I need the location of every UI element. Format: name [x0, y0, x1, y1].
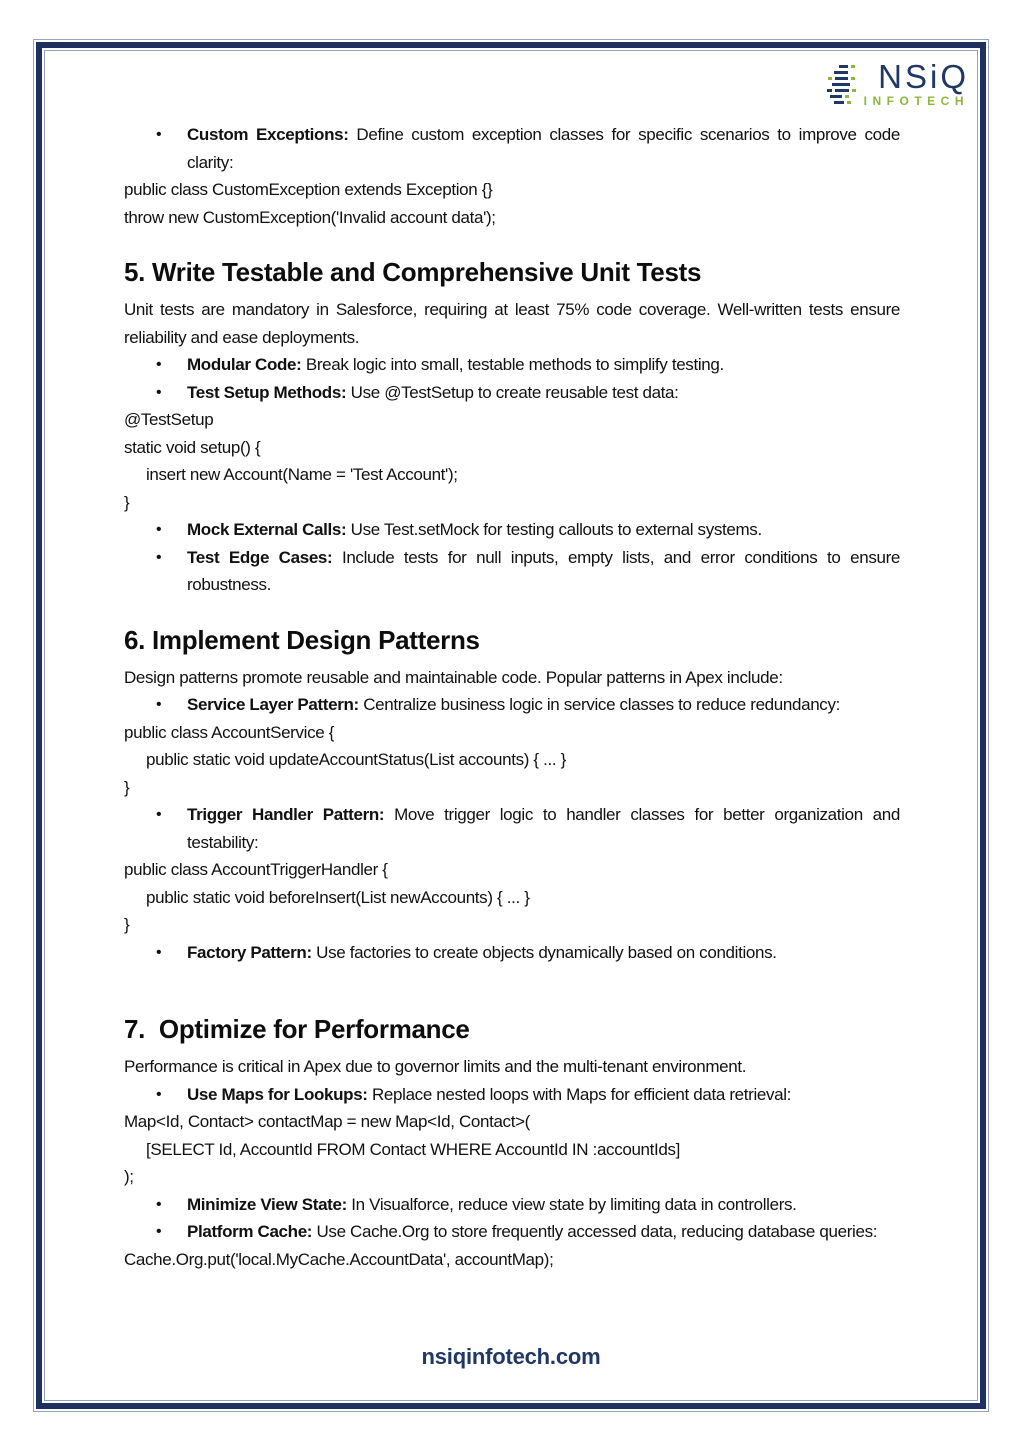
- code-line: }: [124, 492, 130, 512]
- code-line: public static void updateAccountStatus(List accounts) { ... }: [146, 750, 566, 769]
- bullet-text: Use Maps for Lookups: Replace nested loops with Maps for efficient data retrieval:: [187, 1084, 792, 1104]
- bullet-lead: Minimize View State:: [187, 1194, 352, 1214]
- logo-name: NSiQ: [878, 58, 969, 95]
- bullet-lead: Service Layer Pattern:: [187, 695, 364, 714]
- code-line: }: [124, 915, 130, 934]
- code-line: }: [124, 777, 130, 797]
- code-line: public class AccountService {: [124, 722, 335, 742]
- bullet-dot-icon: •: [156, 548, 162, 566]
- paragraph: Design patterns promote reusable and maintainable code. Popular patterns in Apex include:: [124, 667, 783, 687]
- bullet-dot-icon: •: [156, 1085, 162, 1103]
- bullet-dot-icon: •: [156, 356, 162, 373]
- bullet-item: [124, 691, 900, 719]
- bullet-item: [124, 1081, 900, 1109]
- bullet-dot-icon: •: [156, 126, 162, 143]
- bullet-item: [124, 544, 900, 599]
- bullet-text: Trigger Handler Pattern: Move trigger logic to handler classes for better organization and testability:: [187, 805, 900, 852]
- bullet-item: [124, 1218, 900, 1246]
- logo-subtitle: INFOTECH: [863, 94, 969, 108]
- code-line: public static void beforeInsert(List newAccounts) { ... }: [146, 887, 530, 907]
- bullet-text: Service Layer Pattern: Centralize business logic in service classes to reduce redundancy:: [187, 695, 840, 714]
- footer-website-link[interactable]: nsiqinfotech.com: [421, 1344, 601, 1369]
- bullet-lead: Mock External Calls:: [187, 520, 351, 539]
- section-heading: 5. Write Testable and Comprehensive Unit Tests: [124, 257, 702, 287]
- bullet-item: [124, 1191, 900, 1219]
- code-line: Cache.Org.put('local.MyCache.AccountData', accountMap);: [124, 1249, 554, 1269]
- code-line: );: [124, 1167, 134, 1186]
- code-line: static void setup() {: [124, 437, 261, 457]
- code-line: throw new CustomException('Invalid account data');: [124, 207, 496, 227]
- bullet-lead: Factory Pattern:: [187, 942, 317, 962]
- bullet-lead: Modular Code:: [187, 355, 306, 374]
- code-line: @TestSetup: [124, 410, 214, 429]
- code-line: public class CustomException extends Exception {}: [124, 180, 493, 199]
- paragraph: Performance is critical in Apex due to governor limits and the multi-tenant environment.: [124, 1057, 747, 1076]
- code-line: public class AccountTriggerHandler {: [124, 860, 388, 879]
- bullet-text: Test Setup Methods: Use @TestSetup to create reusable test data:: [187, 382, 679, 402]
- bullet-text: Mock External Calls: Use Test.setMock for testing callouts to external systems.: [187, 520, 762, 539]
- bullet-text: Modular Code: Break logic into small, testable methods to simplify testing.: [187, 355, 724, 374]
- bullet-item: [124, 351, 900, 379]
- bullet-lead: Trigger Handler Pattern:: [187, 805, 395, 824]
- bullet-text: Test Edge Cases: Include tests for null inputs, empty lists, and error conditions to ensure robustness.: [187, 547, 901, 594]
- bullet-dot-icon: •: [156, 383, 162, 401]
- page-border-inner-line: [44, 50, 978, 1401]
- bullet-dot-icon: •: [156, 1195, 162, 1213]
- bullet-dot-icon: •: [156, 696, 162, 713]
- section-heading: 7. Optimize for Performance: [124, 1014, 470, 1044]
- bullet-lead: Test Setup Methods:: [187, 382, 351, 402]
- bullet-dot-icon: •: [156, 943, 162, 961]
- bullet-item: [124, 121, 900, 176]
- paragraph: Unit tests are mandatory in Salesforce, requiring at least 75% code coverage. Well-written tests ensure reliability and ease deployments.: [124, 300, 900, 347]
- blank-line: [124, 966, 900, 988]
- bullet-text: Factory Pattern: Use factories to create objects dynamically based on conditions.: [187, 942, 777, 962]
- bullet-item: [124, 939, 900, 967]
- bullet-dot-icon: •: [156, 521, 162, 538]
- bullet-text: Minimize View State: In Visualforce, reduce view state by limiting data in controllers.: [187, 1194, 797, 1214]
- page-border-frame: [33, 39, 989, 1412]
- code-line: [SELECT Id, AccountId FROM Contact WHERE AccountId IN :accountIds]: [146, 1139, 681, 1159]
- page-footer: [45, 1344, 977, 1370]
- bullet-dot-icon: •: [156, 806, 162, 823]
- code-line: Map<Id, Contact> contactMap = new Map<Id, Contact>(: [124, 1112, 530, 1131]
- document-content: [45, 51, 977, 1273]
- bullet-dot-icon: •: [156, 1223, 162, 1240]
- bullet-item: [124, 516, 900, 544]
- bullet-text: Custom Exceptions: Define custom exception classes for specific scenarios to improve code clarity:: [187, 125, 900, 172]
- bullet-item: [124, 801, 900, 856]
- page-border-thick-line: [36, 42, 986, 1409]
- bullet-item: [124, 379, 900, 407]
- bullet-text: Platform Cache: Use Cache.Org to store frequently accessed data, reducing database queries:: [187, 1222, 878, 1241]
- bullet-lead: Use Maps for Lookups:: [187, 1084, 372, 1104]
- bullet-lead: Platform Cache:: [187, 1222, 317, 1241]
- code-line: insert new Account(Name = 'Test Account');: [146, 465, 458, 484]
- bullet-lead: Test Edge Cases:: [187, 547, 342, 567]
- section-heading: 6. Implement Design Patterns: [124, 624, 480, 655]
- bullet-lead: Custom Exceptions:: [187, 125, 357, 144]
